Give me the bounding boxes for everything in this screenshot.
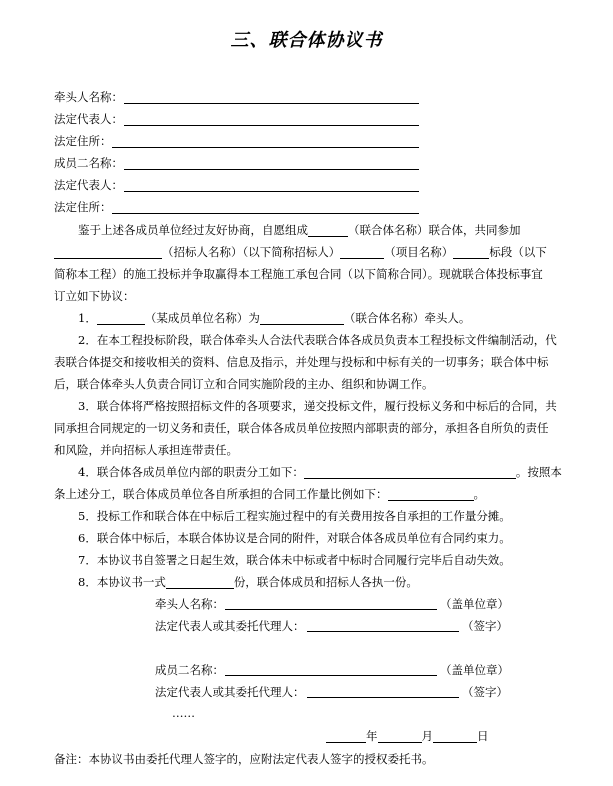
division-of-duties-blank[interactable] — [304, 466, 516, 479]
member2-name-field[interactable] — [124, 168, 419, 170]
member2-legal-rep-label: 法定代表人： — [54, 178, 123, 192]
sign-note: （签字） — [462, 619, 508, 633]
clause-3-line-2: 同承担合同规定的一切义务和责任，联合体各成员单位按照内部职责的部分，承担各自所负的责任 — [54, 421, 549, 435]
section-blank[interactable] — [453, 246, 489, 259]
clause-8: 8．本协议书一式 份，联合体成员和招标人各执一份。 — [78, 575, 418, 589]
member2-address-label: 法定住所： — [54, 200, 112, 214]
preamble-line-2: （招标人名称）（以下简称招标人） （项目名称） 标段（以下 — [54, 245, 547, 259]
month-label: 月 — [421, 729, 433, 743]
date-line — [326, 729, 489, 743]
member2-legal-rep-field[interactable] — [124, 190, 419, 192]
copies-blank[interactable] — [166, 576, 234, 589]
tenderer-name-blank[interactable] — [54, 246, 162, 259]
legal-rep-label: 法定代表人： — [54, 112, 123, 126]
preamble-line-3: 简称本工程）的施工投标并争取赢得本工程施工承包合同（以下简称合同）。现就联合体投标事宜 — [54, 267, 543, 281]
sign-member2-name-field[interactable] — [225, 674, 437, 676]
legal-address-field[interactable] — [112, 146, 419, 148]
sign-lead-name-label: 牵头人名称： — [155, 597, 224, 611]
clause-3-line-1: 3．联合体将严格按照招标文件的各项要求，递交投标文件，履行投标义务和中标后的合同，共 — [78, 399, 557, 413]
day-label: 日 — [477, 729, 489, 743]
lead-name-label: 牵头人名称： — [54, 90, 123, 104]
page-title: 三、联合体协议书 — [230, 30, 383, 51]
clause-6: 6．联合体中标后，本联合体协议是合同的附件，对联合体各成员单位有合同约束力。 — [78, 531, 511, 545]
clause-4-line-2: 条上述分工，联合体成员单位各自所承担的合同工作量比例如下： 。 — [54, 487, 485, 501]
workload-ratio-blank[interactable] — [388, 488, 474, 501]
sign-rep2-field[interactable] — [307, 696, 459, 698]
clause-2-line-3: 后，联合体牵头人负责合同订立和合同实施阶段的主办、组织和协调工作。 — [54, 377, 434, 391]
clause-4-line-1: 4．联合体各成员单位内部的职责分工如下： 。按照本 — [78, 465, 562, 479]
month-blank[interactable] — [378, 730, 422, 743]
legal-rep-field[interactable] — [124, 124, 419, 126]
clause-2-line-2: 表联合体提交和接收相关的资料、信息及指示，并处理与投标和中标有关的一切事务；联合体中标 — [54, 355, 549, 369]
clause-3-line-3: 和风险，并向招标人承担连带责任。 — [54, 443, 238, 457]
consortium-name-blank-2[interactable] — [260, 312, 344, 325]
seal-note: （盖单位章） — [440, 597, 509, 611]
preamble-line-4: 订立如下协议： — [54, 289, 135, 303]
clause-5: 5．投标工作和联合体在中标后工程实施过程中的有关费用按各自承担的工作量分摊。 — [78, 509, 511, 523]
day-blank[interactable] — [433, 730, 477, 743]
lead-name-field[interactable] — [124, 102, 419, 104]
remark-note: 备注：本协议书由委托代理人签字的，应附法定代表人签字的授权委托书。 — [54, 752, 434, 766]
sign-lead-name-field[interactable] — [225, 608, 437, 610]
sign-member2-name-label: 成员二名称： — [155, 663, 224, 677]
ellipsis: …… — [172, 706, 195, 720]
legal-address-label: 法定住所： — [54, 134, 112, 148]
preamble-line-1: 鉴于上述各成员单位经过友好协商，自愿组成 （联合体名称）联合体，共同参加 — [78, 223, 521, 237]
sign-rep-field[interactable] — [307, 630, 459, 632]
member2-name-label: 成员二名称： — [54, 156, 123, 170]
year-label: 年 — [366, 729, 378, 743]
sign-rep2-label: 法定代表人或其委托代理人： — [155, 685, 305, 699]
sign-rep-label: 法定代表人或其委托代理人： — [155, 619, 305, 633]
clause-2-line-1: 2．在本工程投标阶段，联合体牵头人合法代表联合体各成员负责本工程投标文件编制活动，代 — [78, 333, 557, 347]
year-blank[interactable] — [326, 730, 366, 743]
member-name-blank[interactable] — [97, 312, 145, 325]
project-name-blank[interactable] — [340, 246, 384, 259]
member2-address-field[interactable] — [112, 212, 419, 214]
clause-7: 7．本协议书自签署之日起生效，联合体未中标或者中标时合同履行完毕后自动失效。 — [78, 553, 511, 567]
sign-note-2: （签字） — [462, 685, 508, 699]
seal-note-2: （盖单位章） — [440, 663, 509, 677]
clause-1: 1． （某成员单位名称）为 （联合体名称）牵头人。 — [78, 311, 471, 325]
consortium-name-blank[interactable] — [308, 224, 348, 237]
